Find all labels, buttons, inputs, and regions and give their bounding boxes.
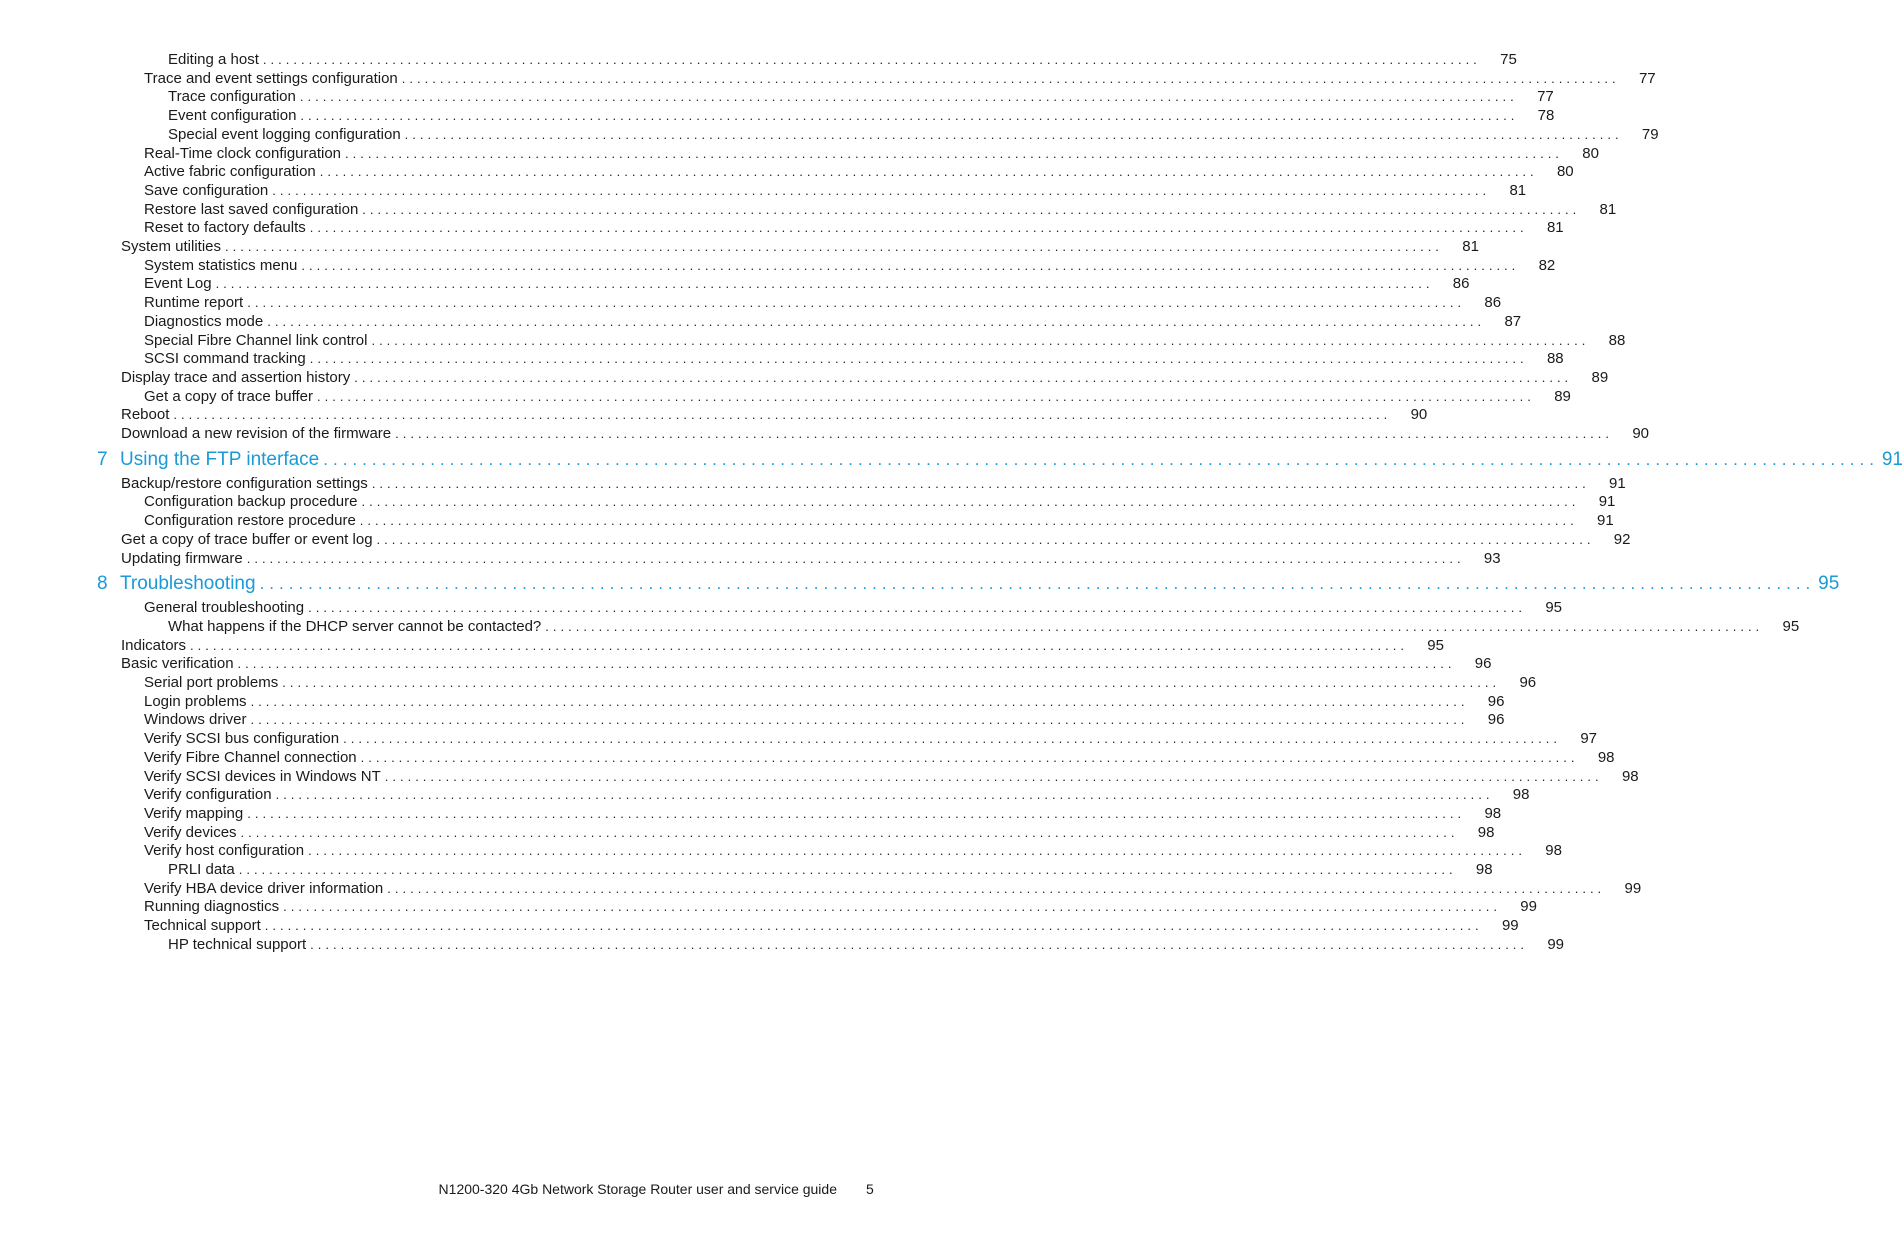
dot-leader: ................................................................................................................................................................: [309, 351, 1528, 367]
toc-entry-title: Download a new revision of the firmware: [121, 425, 392, 442]
toc-entry-page: 96: [1519, 674, 1537, 691]
toc-entry[interactable]: [144, 181, 1527, 201]
toc-entry-page: 95: [1545, 599, 1562, 617]
toc-entry-page: 86: [1452, 275, 1470, 293]
toc-entry-title: PRLI data: [168, 861, 235, 878]
toc-entry[interactable]: [144, 200, 1617, 220]
toc-entry[interactable]: [144, 274, 1470, 294]
toc-entry-title: Indicators: [121, 636, 187, 654]
toc-entry-page: 87: [1504, 312, 1522, 330]
chapter-number: 7: [97, 448, 108, 470]
chapter-number: 8: [97, 573, 108, 595]
toc-entry-page: 98: [1475, 861, 1493, 878]
toc-entry[interactable]: [121, 549, 1501, 569]
toc-entry-page: 98: [1621, 767, 1639, 785]
dot-leader: ................................................................................................................................................................: [371, 332, 1590, 348]
toc-entry[interactable]: [168, 50, 1517, 70]
dot-leader: ................................................................................................................................................................: [376, 531, 1595, 547]
toc-entry-title: Trace configuration: [168, 88, 296, 106]
dot-leader: ................................................................................................................................................................: [190, 637, 1408, 653]
toc-entry[interactable]: [144, 598, 1562, 618]
footer-title: N1200-320 4Gb Network Storage Router user and service guide: [438, 1181, 837, 1197]
dot-leader: ................................................................................................................................................................: [259, 574, 1816, 594]
toc-entry-page: 81: [1599, 200, 1617, 218]
toc-entry-title: Active fabric configuration: [144, 163, 316, 181]
toc-entry[interactable]: [144, 823, 1495, 843]
toc-entry-page: 95: [1782, 617, 1800, 635]
dot-leader: ................................................................................................................................................................: [250, 712, 1469, 728]
toc-entry-page: 93: [1483, 549, 1501, 567]
dot-leader: ................................................................................................................................................................: [246, 550, 1465, 566]
dot-leader: ................................................................................................................................................................: [173, 407, 1392, 423]
toc-entry-page: 91: [1881, 448, 1903, 470]
toc-entry-title: Get a copy of trace buffer: [144, 387, 313, 405]
toc-entry-page: 77: [1638, 69, 1656, 87]
dot-leader: ................................................................................................................................................................: [384, 768, 1603, 784]
toc-entry[interactable]: [144, 387, 1571, 407]
toc-entry[interactable]: [144, 748, 1615, 768]
dot-leader: ................................................................................................................................................................: [359, 513, 1578, 529]
toc-entry-page: 80: [1582, 144, 1599, 162]
toc-entry[interactable]: [144, 804, 1502, 824]
toc-chapter-entry[interactable]: [97, 571, 1840, 597]
toc-entry[interactable]: [168, 935, 1565, 955]
toc-entry-title: Verify Fibre Channel connection: [144, 748, 357, 766]
dot-leader: ................................................................................................................................................................: [308, 843, 1526, 859]
toc-entry-page: 99: [1520, 898, 1537, 916]
dot-leader: ................................................................................................................................................................: [247, 805, 1466, 821]
dot-leader: ................................................................................................................................................................: [238, 862, 1457, 877]
toc-entry-page: 98: [1545, 842, 1562, 860]
toc-entry-title: Verify mapping: [144, 804, 244, 822]
toc-entry-title: Real-Time clock configuration: [144, 144, 342, 162]
toc-entry[interactable]: [144, 256, 1556, 276]
toc-entry-page: 96: [1487, 692, 1505, 710]
toc-entry-title: System utilities: [121, 238, 222, 255]
toc-entry[interactable]: [144, 218, 1564, 238]
dot-leader: ................................................................................................................................................................: [250, 693, 1469, 709]
toc-entry-page: 89: [1554, 387, 1571, 405]
dot-leader: ................................................................................................................................................................: [310, 936, 1529, 952]
toc-entry-title: Special Fibre Channel link control: [144, 331, 368, 349]
toc-entry[interactable]: [168, 125, 1659, 145]
toc-entry-title: Basic verification: [121, 655, 234, 673]
toc-entry-title: Serial port problems: [144, 674, 279, 691]
toc-entry-title: Updating firmware: [121, 549, 243, 567]
toc-entry[interactable]: [144, 897, 1537, 917]
toc-entry-title: HP technical support: [168, 935, 307, 953]
toc-entry-title: Verify SCSI devices in Windows NT: [144, 767, 381, 785]
toc-entry-page: 99: [1547, 935, 1565, 953]
dot-leader: ................................................................................................................................................................: [343, 731, 1561, 747]
toc-entry-page: 98: [1512, 786, 1530, 804]
toc-entry-title: Trace and event settings configuration: [144, 69, 398, 87]
toc-entry[interactable]: [121, 530, 1631, 550]
toc-entry-page: 81: [1546, 219, 1564, 237]
dot-leader: ................................................................................................................................................................: [361, 494, 1580, 510]
dot-leader: ................................................................................................................................................................: [319, 164, 1538, 180]
dot-leader: ................................................................................................................................................................: [299, 89, 1518, 105]
toc-entry-title: Verify HBA device driver information: [144, 879, 384, 897]
dot-leader: ................................................................................................................................................................: [282, 675, 1501, 690]
toc-entry-title: Reset to factory defaults: [144, 219, 306, 237]
dot-leader: ................................................................................................................................................................: [404, 126, 1623, 142]
toc-entry-page: 96: [1487, 711, 1505, 729]
toc-entry-title: SCSI command tracking: [144, 350, 306, 368]
toc-entry-page: 95: [1427, 636, 1444, 654]
toc-entry[interactable]: [144, 841, 1562, 861]
toc-entry-title: Login problems: [144, 692, 247, 710]
toc-entry-title: Troubleshooting: [120, 573, 256, 595]
toc-entry-title: Special event logging configuration: [168, 125, 401, 143]
toc-entry[interactable]: [144, 729, 1597, 749]
dot-leader: ................................................................................................................................................................: [395, 426, 1614, 441]
toc-entry-title: Configuration backup procedure: [144, 493, 358, 511]
dot-leader: ................................................................................................................................................................: [237, 656, 1456, 672]
toc-entry[interactable]: [121, 654, 1492, 674]
toc-entry-title: Windows driver: [144, 711, 247, 729]
dot-leader: ................................................................................................................................................................: [308, 600, 1526, 616]
toc-entry-page: 77: [1537, 88, 1554, 106]
page-footer: [0, 1178, 954, 1200]
toc-entry[interactable]: [144, 879, 1642, 899]
dot-leader: ................................................................................................................................................................: [215, 276, 1434, 292]
toc-entry[interactable]: [144, 492, 1616, 512]
toc-entry[interactable]: [168, 87, 1554, 107]
toc-entry[interactable]: [144, 349, 1564, 369]
toc-chapter-entry[interactable]: [97, 447, 1903, 473]
toc-entry-title: Verify SCSI bus configuration: [144, 730, 340, 748]
toc-entry-page: 99: [1501, 917, 1519, 935]
toc-entry-page: 75: [1500, 51, 1517, 68]
toc-entry[interactable]: [144, 692, 1505, 712]
dot-leader: ................................................................................................................................................................: [283, 899, 1501, 915]
toc-entry-page: 95: [1818, 573, 1840, 595]
dot-leader: ................................................................................................................................................................: [247, 295, 1466, 311]
toc-entry-page: 79: [1641, 125, 1659, 143]
toc-entry[interactable]: [121, 474, 1626, 494]
toc-entry-title: Technical support: [144, 917, 261, 935]
toc-entry[interactable]: [144, 673, 1537, 693]
dot-leader: ................................................................................................................................................................: [401, 70, 1620, 86]
dot-leader: ................................................................................................................................................................: [262, 52, 1481, 67]
toc-entry-title: Configuration restore procedure: [144, 512, 356, 530]
toc-entry-title: General troubleshooting: [144, 599, 305, 617]
toc-entry-page: 89: [1591, 368, 1609, 386]
dot-leader: ................................................................................................................................................................: [360, 749, 1579, 765]
toc-entry[interactable]: [121, 237, 1479, 257]
toc-entry[interactable]: [121, 636, 1444, 656]
toc-entry[interactable]: [144, 293, 1502, 313]
dot-leader: ................................................................................................................................................................: [354, 369, 1573, 385]
toc-entry-page: 96: [1474, 655, 1492, 673]
toc-entry-title: Display trace and assertion history: [121, 368, 351, 386]
dot-leader: ................................................................................................................................................................: [301, 257, 1520, 273]
toc-entry-page: 91: [1609, 474, 1626, 492]
toc-entry[interactable]: [168, 106, 1555, 126]
toc-entry-page: 81: [1509, 181, 1527, 199]
toc-entry-page: 81: [1462, 238, 1479, 255]
dot-leader: ................................................................................................................................................................: [264, 918, 1483, 934]
toc-entry-title: Diagnostics mode: [144, 312, 264, 330]
dot-leader: ................................................................................................................................................................: [387, 880, 1606, 896]
toc-entry-title: Backup/restore configuration settings: [121, 474, 368, 492]
dot-leader: ................................................................................................................................................................: [225, 239, 1443, 254]
toc-entry-page: 90: [1410, 406, 1428, 424]
toc-entry-page: 80: [1556, 163, 1574, 181]
toc-entry[interactable]: [144, 916, 1519, 936]
toc-entry-title: Save configuration: [144, 181, 269, 199]
toc-entry[interactable]: [121, 405, 1428, 425]
toc-entry[interactable]: [144, 144, 1599, 164]
toc-entry-page: 98: [1477, 823, 1495, 841]
dot-leader: ................................................................................................................................................................: [272, 182, 1491, 198]
toc-entry[interactable]: [144, 69, 1656, 89]
toc-entry[interactable]: [144, 767, 1639, 787]
dot-leader: ................................................................................................................................................................: [371, 475, 1590, 491]
toc-entry[interactable]: [144, 162, 1574, 182]
toc-entry-page: 98: [1484, 804, 1502, 822]
dot-leader: ................................................................................................................................................................: [323, 449, 1879, 469]
toc-entry-title: Runtime report: [144, 294, 244, 312]
toc-entry[interactable]: [121, 368, 1609, 388]
toc-entry[interactable]: [144, 331, 1626, 351]
toc-entry-title: Editing a host: [168, 51, 259, 68]
dot-leader: ................................................................................................................................................................: [267, 313, 1486, 329]
toc-entry-page: 91: [1598, 493, 1616, 511]
toc-entry-title: Event configuration: [168, 107, 297, 125]
toc-entry-title: Running diagnostics: [144, 898, 280, 916]
toc-entry[interactable]: [144, 710, 1505, 730]
dot-leader: ................................................................................................................................................................: [345, 145, 1563, 161]
toc-entry-page: 98: [1597, 748, 1615, 766]
toc-entry-title: Reboot: [121, 406, 170, 424]
toc-entry-page: 78: [1537, 107, 1555, 125]
toc-entry-title: What happens if the DHCP server cannot be contacted?: [168, 617, 542, 635]
footer-page-number: 5: [866, 1181, 874, 1197]
toc-entry-page: 90: [1632, 425, 1650, 442]
toc-entry-page: 97: [1580, 730, 1597, 748]
toc-entry-title: System statistics menu: [144, 256, 298, 274]
toc-entry[interactable]: [168, 617, 1800, 637]
toc-entry-title: Get a copy of trace buffer or event log: [121, 530, 373, 548]
toc-entry-title: Event Log: [144, 275, 212, 293]
toc-entry-title: Verify configuration: [144, 786, 272, 804]
toc-entry-page: 88: [1546, 350, 1564, 368]
toc-entry[interactable]: [144, 785, 1530, 805]
toc-entry-title: Restore last saved configuration: [144, 200, 359, 218]
toc-entry[interactable]: [121, 424, 1650, 444]
toc-entry[interactable]: [144, 312, 1522, 332]
dot-leader: ................................................................................................................................................................: [275, 787, 1494, 803]
toc-entry-page: 91: [1597, 512, 1614, 530]
toc-entry[interactable]: [168, 860, 1493, 880]
toc-entry-page: 86: [1484, 294, 1502, 312]
toc-entry-title: Verify devices: [144, 823, 237, 841]
toc-entry-page: 82: [1538, 256, 1556, 274]
dot-leader: ................................................................................................................................................................: [362, 201, 1581, 217]
dot-leader: ................................................................................................................................................................: [316, 388, 1535, 404]
toc-entry-title: Using the FTP interface: [120, 448, 320, 470]
dot-leader: ................................................................................................................................................................: [545, 618, 1764, 634]
toc-entry[interactable]: [144, 511, 1614, 531]
toc-entry-page: 88: [1608, 331, 1626, 349]
dot-leader: ................................................................................................................................................................: [240, 824, 1459, 840]
toc-entry-page: 92: [1613, 530, 1631, 548]
dot-leader: ................................................................................................................................................................: [309, 220, 1528, 236]
toc-entry-title: Verify host configuration: [144, 842, 305, 860]
dot-leader: ................................................................................................................................................................: [300, 108, 1519, 124]
toc-entry-page: 99: [1624, 879, 1642, 897]
